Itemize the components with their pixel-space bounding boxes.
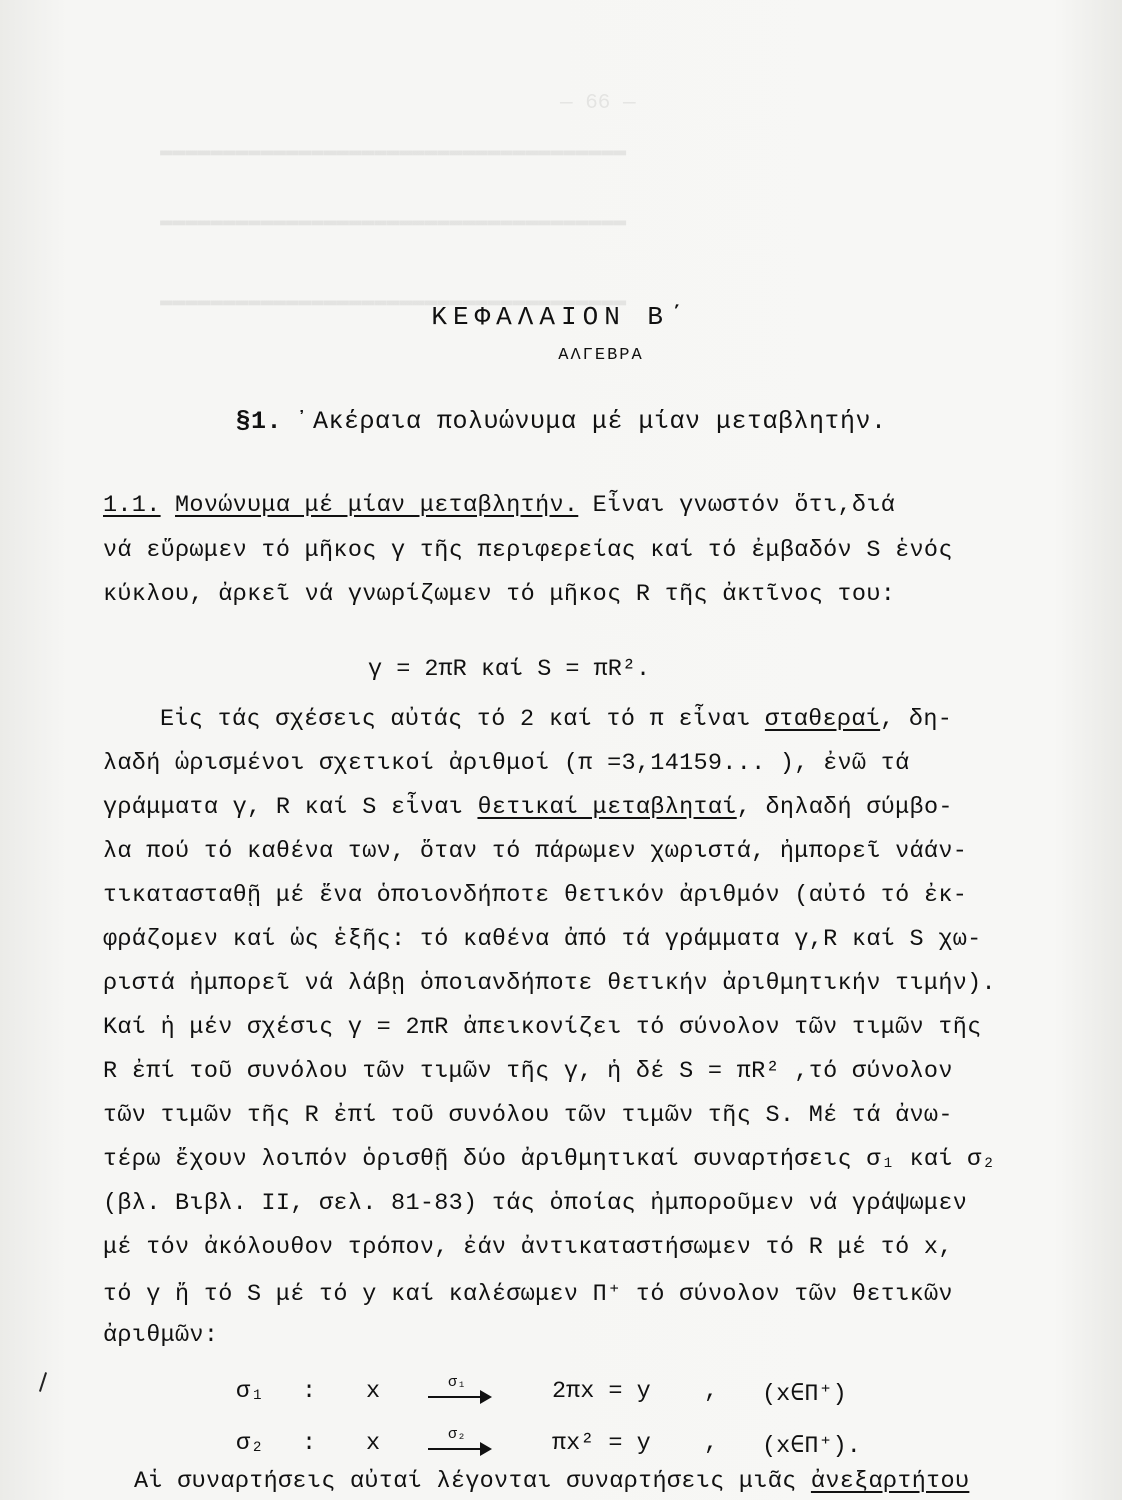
mapping-result: πx² = y — [552, 1430, 651, 1457]
text-fragment: Εἰς τάς σχέσεις αὐτάς τό 2 καί τό π εἶναι — [160, 706, 765, 733]
mapping-result: 2πx = y — [552, 1378, 651, 1405]
paragraph-2-line-7: ριστά ἠμπορεῖ νά λάβῃ ὁποιανδήποτε θετικήν ἀριθμητικήν τιμήν). — [103, 970, 996, 997]
mapping-variable: x — [366, 1378, 381, 1405]
mapping-domain: (x∈Π⁺) — [762, 1381, 847, 1408]
paragraph-number: 1.1. — [103, 492, 161, 519]
text-fragment: Αἱ συναρτήσεις αὐταί λέγονται συναρτήσεις μιᾶς — [134, 1468, 811, 1495]
underlined-term-independent: ἀνεξαρτήτου — [810, 1468, 970, 1495]
paragraph-2-line-8: Καί ἡ μέν σχέσις γ = 2πR ἀπεικονίζει τό σύνολον τῶν τιμῶν τῆς — [103, 1014, 982, 1041]
paragraph-2-line-4: λα πού τό καθένα των, ὅταν τό πάρωμεν χωριστά, ἠμπορεῖ νάάν- — [103, 838, 968, 865]
mapping-variable: x — [366, 1430, 381, 1457]
paragraph-1-line-3: κύκλου, ἀρκεῖ νά γνωρίζωμεν τό μῆκος R τῆς ἀκτῖνος του: — [103, 581, 896, 608]
margin-pen-mark — [39, 1372, 47, 1392]
mapping-colon: : — [302, 1378, 317, 1405]
show-through-mark: ▬▬▬▬▬▬▬▬▬▬▬▬▬▬▬▬▬▬▬▬▬▬▬▬▬▬▬▬▬▬▬▬▬▬▬▬▬ — [160, 290, 627, 313]
mapping-function: σ₁ — [236, 1378, 265, 1405]
paragraph-2-line-14: τό γ ἤ τό S μέ τό y καί καλέσωμεν Π⁺ τό σύνολον τῶν θετικῶν — [103, 1281, 953, 1308]
paragraph-2-line-11: τέρω ἔχουν λοιπόν ὁρισθῇ δύο ἀριθμητικαί συναρτήσεις σ₁ καί σ₂ — [103, 1146, 996, 1173]
mapping-function: σ₂ — [236, 1430, 265, 1457]
arrow-head-icon — [480, 1390, 492, 1404]
arrow-label: σ₂ — [448, 1426, 467, 1443]
text-fragment: γράμματα γ, R καί S εἶναι — [103, 794, 478, 821]
paragraph-2-line-10: τῶν τιμῶν τῆς R ἐπί τοῦ συνόλου τῶν τιμῶν τῆς S. Μέ τά ἀνω- — [103, 1102, 953, 1129]
paragraph-2-line-6: φράζομεν καί ὡς ἑξῆς: τό καθένα ἀπό τά γράμματα γ,R καί S χω- — [103, 926, 982, 953]
paragraph-1-line-2: νά εὕρωμεν τό μῆκος γ τῆς περιφερείας καί τό ἐμβαδόν S ἑνός — [103, 537, 953, 564]
arrow-label: σ₁ — [448, 1374, 467, 1391]
paragraph-1-line-1 — [103, 492, 895, 519]
paragraph-2-line-15: ἀριθμῶν: — [103, 1322, 219, 1349]
show-through-mark: ▬▬▬▬▬▬▬▬▬▬▬▬▬▬▬▬▬▬▬▬▬▬▬▬▬▬▬▬▬▬▬▬▬▬▬▬▬ — [160, 210, 627, 233]
section-mark: §1. — [235, 407, 282, 436]
chapter-heading: ΚΕΦΑΛΑΙΟΝ Β΄ — [431, 302, 691, 332]
text-fragment: , δη- — [880, 706, 953, 733]
paragraph-3-line-1 — [134, 1468, 969, 1495]
paragraph-2-line-5: τικατασταθῇ μέ ἕνα ὁποιονδήποτε θετικόν ἀριθμόν (αὐτό τό ἐκ- — [103, 882, 968, 909]
paragraph-title: Μονώνυμα μέ μίαν μεταβλητήν. — [175, 492, 579, 519]
mapping-arrow — [428, 1374, 492, 1408]
mapping-comma: , — [704, 1378, 719, 1405]
paragraph-2-line-9: R ἐπί τοῦ συνόλου τῶν τιμῶν τῆς γ, ἡ δέ S = πR² ,τό σύνολον — [103, 1058, 953, 1085]
paragraph-2-line-12: (βλ. Βιβλ. ΙΙ, σελ. 81-83) τάς ὁποίας ἠμποροῦμεν νά γράψωμεν — [103, 1190, 968, 1217]
mapping-colon: : — [302, 1430, 317, 1457]
underlined-term-constants: σταθεραί — [764, 706, 881, 733]
chapter-subject: ΑΛΓΕΒΡΑ — [558, 346, 644, 365]
paragraph-2-line-1 — [160, 706, 952, 733]
formula-circle: γ = 2πR καί S = πR². — [368, 656, 651, 683]
paragraph-2-line-13: μέ τόν ἀκόλουθον τρόπον, ἐάν ἀντικαταστήσωμεν τό R μέ τό x, — [103, 1234, 953, 1261]
mapping-comma: , — [704, 1430, 719, 1457]
section-title: ᾿Ακέραια πολυώνυμα μέ μίαν μεταβλητήν. — [297, 407, 887, 436]
paragraph-2-line-3 — [103, 794, 953, 821]
show-through-mark: ▬▬▬▬▬▬▬▬▬▬▬▬▬▬▬▬▬▬▬▬▬▬▬▬▬▬▬▬▬▬▬▬▬▬▬▬▬ — [160, 140, 627, 163]
section-heading — [0, 407, 1122, 436]
mapping-domain: (x∈Π⁺). — [762, 1433, 861, 1460]
text-fragment: , δηλαδή σύμβο- — [736, 794, 953, 821]
mapping-arrow — [428, 1426, 492, 1460]
arrow-head-icon — [480, 1442, 492, 1456]
paragraph-2-line-2: λαδή ὡρισμένοι σχετικοί ἀριθμοί (π =3,14159... ), ἐνῶ τά — [103, 750, 910, 777]
paragraph-1-line-1-text: Εἶναι γνωστόν ὅτι,διά — [578, 492, 896, 519]
underlined-term-variables: θετικαί μεταβληταί — [477, 794, 737, 821]
show-through-mark: — 66 — — [560, 92, 636, 115]
arrow-shaft — [428, 1396, 484, 1398]
arrow-shaft — [428, 1448, 484, 1450]
